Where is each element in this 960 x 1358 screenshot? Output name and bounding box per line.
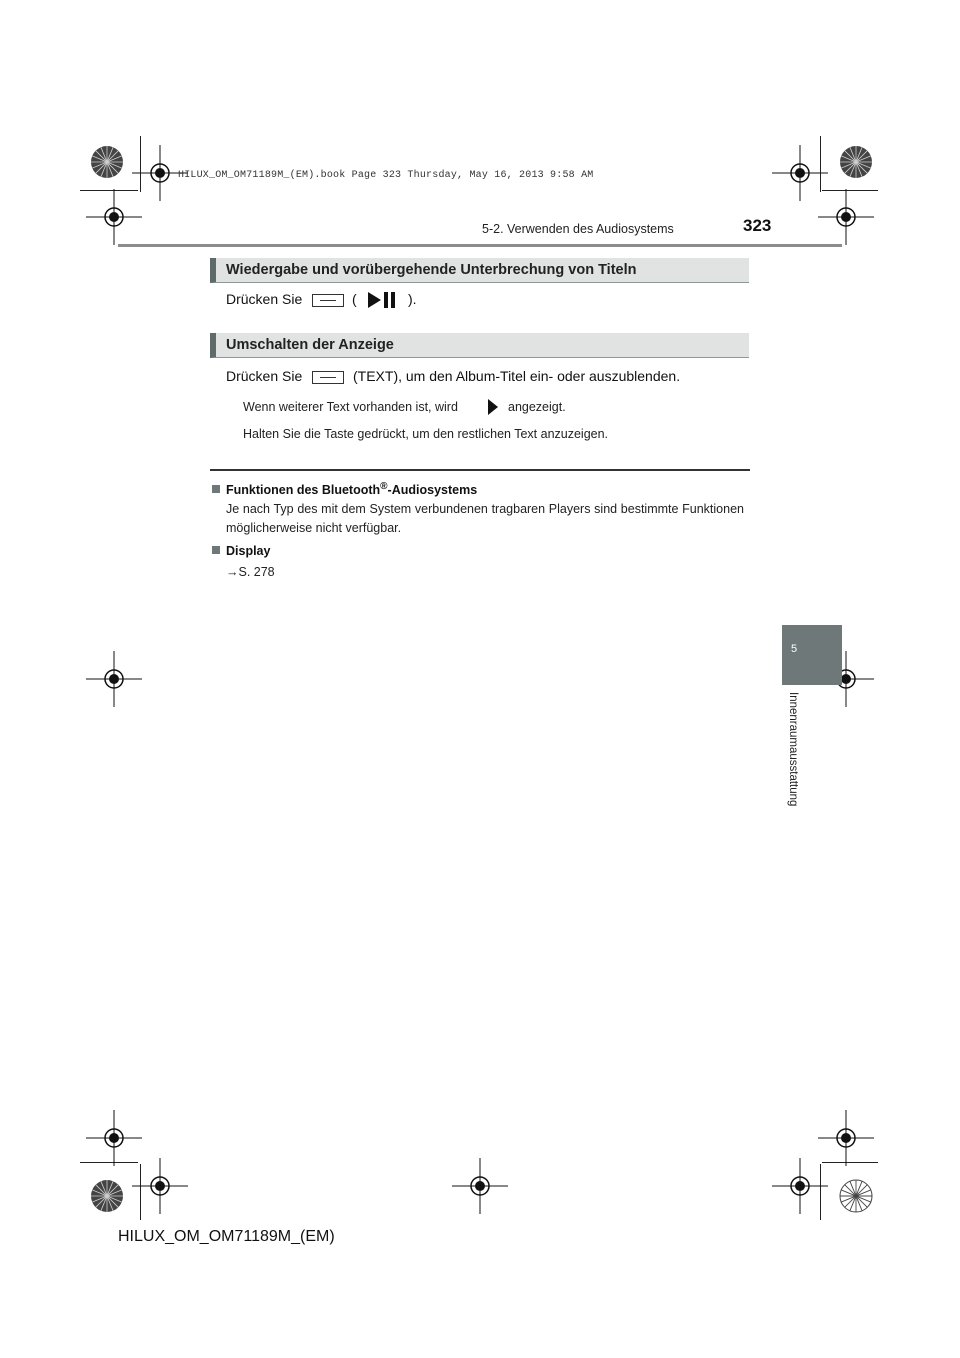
arrow-right-icon bbox=[486, 397, 500, 417]
registration-mark-icon bbox=[818, 189, 874, 245]
chapter-label: Innenraumausstattung bbox=[787, 692, 799, 807]
note-more-text-before: Wenn weiterer Text vorhanden ist, wird bbox=[243, 400, 458, 414]
registration-mark-icon bbox=[86, 189, 142, 245]
starburst-mark-icon bbox=[89, 1178, 125, 1214]
info-text-bluetooth: Je nach Typ des mit dem System verbundenen tragbaren Players sind bestimmte Funktionen möglicherweise nicht verfügbar. bbox=[226, 502, 744, 535]
info-reference: →S. 278 bbox=[226, 565, 275, 579]
step-playback-after: ). bbox=[408, 291, 417, 307]
running-head: 5-2. Verwenden des Audiosystems bbox=[482, 222, 674, 236]
starburst-mark-icon bbox=[838, 1178, 874, 1214]
page-number: 323 bbox=[743, 216, 772, 235]
step-display-before: Drücken Sie bbox=[226, 368, 303, 384]
footer: HILUX_OM_OM71189M_(EM) bbox=[118, 1228, 335, 1245]
chapter-number: 5 bbox=[791, 643, 798, 655]
registration-mark-icon bbox=[86, 651, 142, 707]
step-playback-before: Drücken Sie bbox=[226, 291, 303, 307]
starburst-mark-icon bbox=[838, 144, 874, 180]
chapter-tab bbox=[782, 625, 842, 685]
info-heading-display: Display bbox=[212, 544, 270, 558]
step-display-after: (TEXT), um den Album-Titel ein- oder auszublenden. bbox=[353, 368, 681, 384]
section-title: Umschalten der Anzeige bbox=[226, 337, 394, 353]
step-playback-middle: ( bbox=[352, 291, 357, 307]
section-heading-display bbox=[210, 333, 749, 358]
header-rule bbox=[118, 244, 842, 247]
starburst-mark-icon bbox=[89, 144, 125, 180]
registration-mark-icon bbox=[132, 1158, 188, 1214]
divider bbox=[210, 469, 750, 471]
registration-mark-icon bbox=[772, 1158, 828, 1214]
section-heading-playback bbox=[210, 258, 749, 283]
radio-key-icon bbox=[312, 294, 344, 307]
bullet-square-icon bbox=[212, 485, 220, 493]
file-header: HILUX_OM_OM71189M_(EM).book Page 323 Thursday, May 16, 2013 9:58 AM bbox=[178, 170, 594, 181]
arrow-ref-icon: → bbox=[226, 565, 239, 579]
section-title: Wiedergabe und vorübergehende Unterbrechung von Titeln bbox=[226, 262, 637, 278]
note-hold-key: Halten Sie die Taste gedrückt, um den restlichen Text anzuzeigen. bbox=[243, 427, 609, 441]
bullet-square-icon bbox=[212, 546, 220, 554]
note-more-text-after: angezeigt. bbox=[508, 400, 566, 414]
play-pause-icon bbox=[366, 289, 398, 311]
info-heading-bluetooth: Funktionen des Bluetooth®-Audiosystems bbox=[212, 481, 477, 497]
radio-key-icon bbox=[312, 371, 344, 384]
registration-mark-icon bbox=[452, 1158, 508, 1214]
